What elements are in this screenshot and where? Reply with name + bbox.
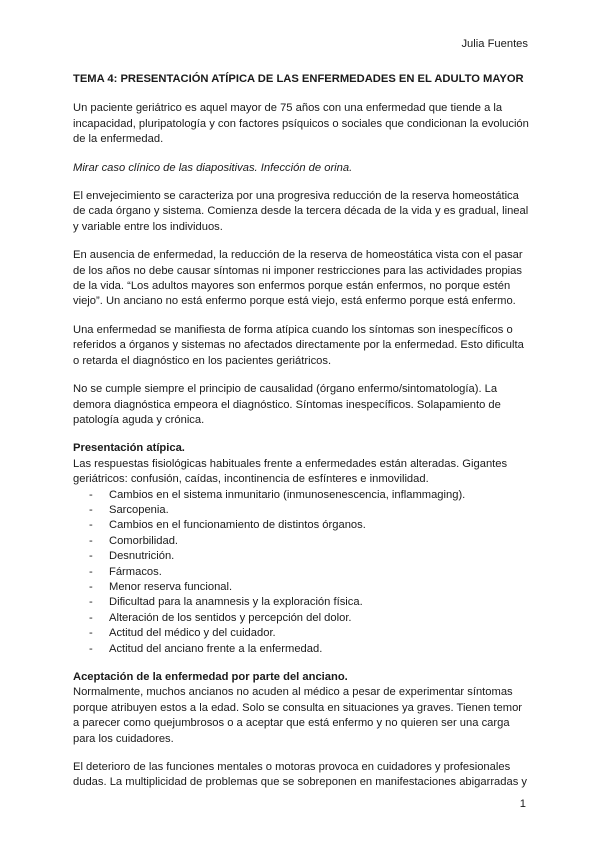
list-item: - Cambios en el funcionamiento de distintos órganos. [73, 518, 531, 533]
document-body [73, 72, 531, 804]
paragraph: El envejecimiento se caracteriza por una progresiva reducción de la reserva homeostática de cada órgano y sistema. Comienza desde la tercera década de la vida y es gradual, lineal y variable entre los individuos. [73, 190, 529, 233]
list-item: - Dificultad para la anamnesis y la exploración física. [73, 595, 531, 610]
list-item: - Actitud del anciano frente a la enfermedad. [73, 642, 531, 657]
paragraph: No se cumple siempre el principio de causalidad (órgano enfermo/sintomatología). La demora diagnóstica empeora el diagnóstico. Síntomas inespecíficos. Solapamiento de patología aguda y crónica. [73, 383, 501, 426]
document-title: TEMA 4: PRESENTACIÓN ATÍPICA DE LAS ENFERMEDADES EN EL ADULTO MAYOR [73, 73, 524, 85]
paragraph: Normalmente, muchos ancianos no acuden al médico a pesar de experimentar síntomas porque atribuyen estos a la edad. Solo se consulta en situaciones ya graves. Tienen temor a parecer como quejumbrosos o a aceptar que está enfermo y no quieren ser una carga para los cuidadores. [73, 686, 523, 745]
list-item: - Fármacos. [73, 565, 531, 580]
section-heading: Presentación atípica. [73, 442, 185, 455]
paragraph-note: Mirar caso clínico de las diapositivas. Infección de orina. [73, 161, 353, 174]
paragraph: El deterioro de las funciones mentales o motoras provoca en cuidadores y profesionales dudas. La multiplicidad de problemas que se sobreponen en manifestaciones abigarradas y [73, 761, 528, 789]
list-item: - Menor reserva funcional. [73, 580, 531, 595]
dash-list [73, 488, 531, 657]
list-item: - Cambios en el sistema inmunitario (inmunosenescencia, inflammaging). [73, 488, 531, 503]
list-item: - Actitud del médico y del cuidador. [73, 626, 531, 641]
section-heading: Aceptación de la enfermedad por parte del anciano. [73, 671, 348, 683]
page-number: 1 [519, 798, 526, 810]
list-item: - Comorbilidad. [73, 534, 531, 549]
paragraph: En ausencia de enfermedad, la reducción de la reserva de homeostática vista con el pasar de los años no debe causar síntomas ni imponer restricciones para las actividades propias de la vida. “Los adultos mayores son enfermos porque están enfermos, no porque estén viejo”. Un anciano no está enfermo porque está viejo, está enfermo porque está enfermo. [73, 249, 523, 308]
paragraph: Una enfermedad se manifiesta de forma atípica cuando los síntomas son inespecíficos o referidos a órganos y sistemas no afectados directamente por la enfermedad. Esto dificulta o retarda el diagnóstico en los pacientes geriátricos. [73, 323, 524, 367]
list-item: - Alteración de los sentidos y percepción del dolor. [73, 611, 531, 626]
list-item: - Desnutrición. [73, 549, 531, 564]
header-author: Julia Fuentes [461, 38, 528, 50]
section-intro: Las respuestas fisiológicas habituales frente a enfermedades están alteradas. Gigantes geriátricos: confusión, caídas, incontinencia de esfínteres e inmovilidad. [73, 457, 508, 486]
paragraph: Un paciente geriátrico es aquel mayor de 75 años con una enfermedad que tiende a la incapacidad, pluripatología y con factores psíquicos o sociales que condicionan la evolución de la enfermedad. [73, 102, 529, 146]
list-item: - Sarcopenia. [73, 503, 531, 518]
